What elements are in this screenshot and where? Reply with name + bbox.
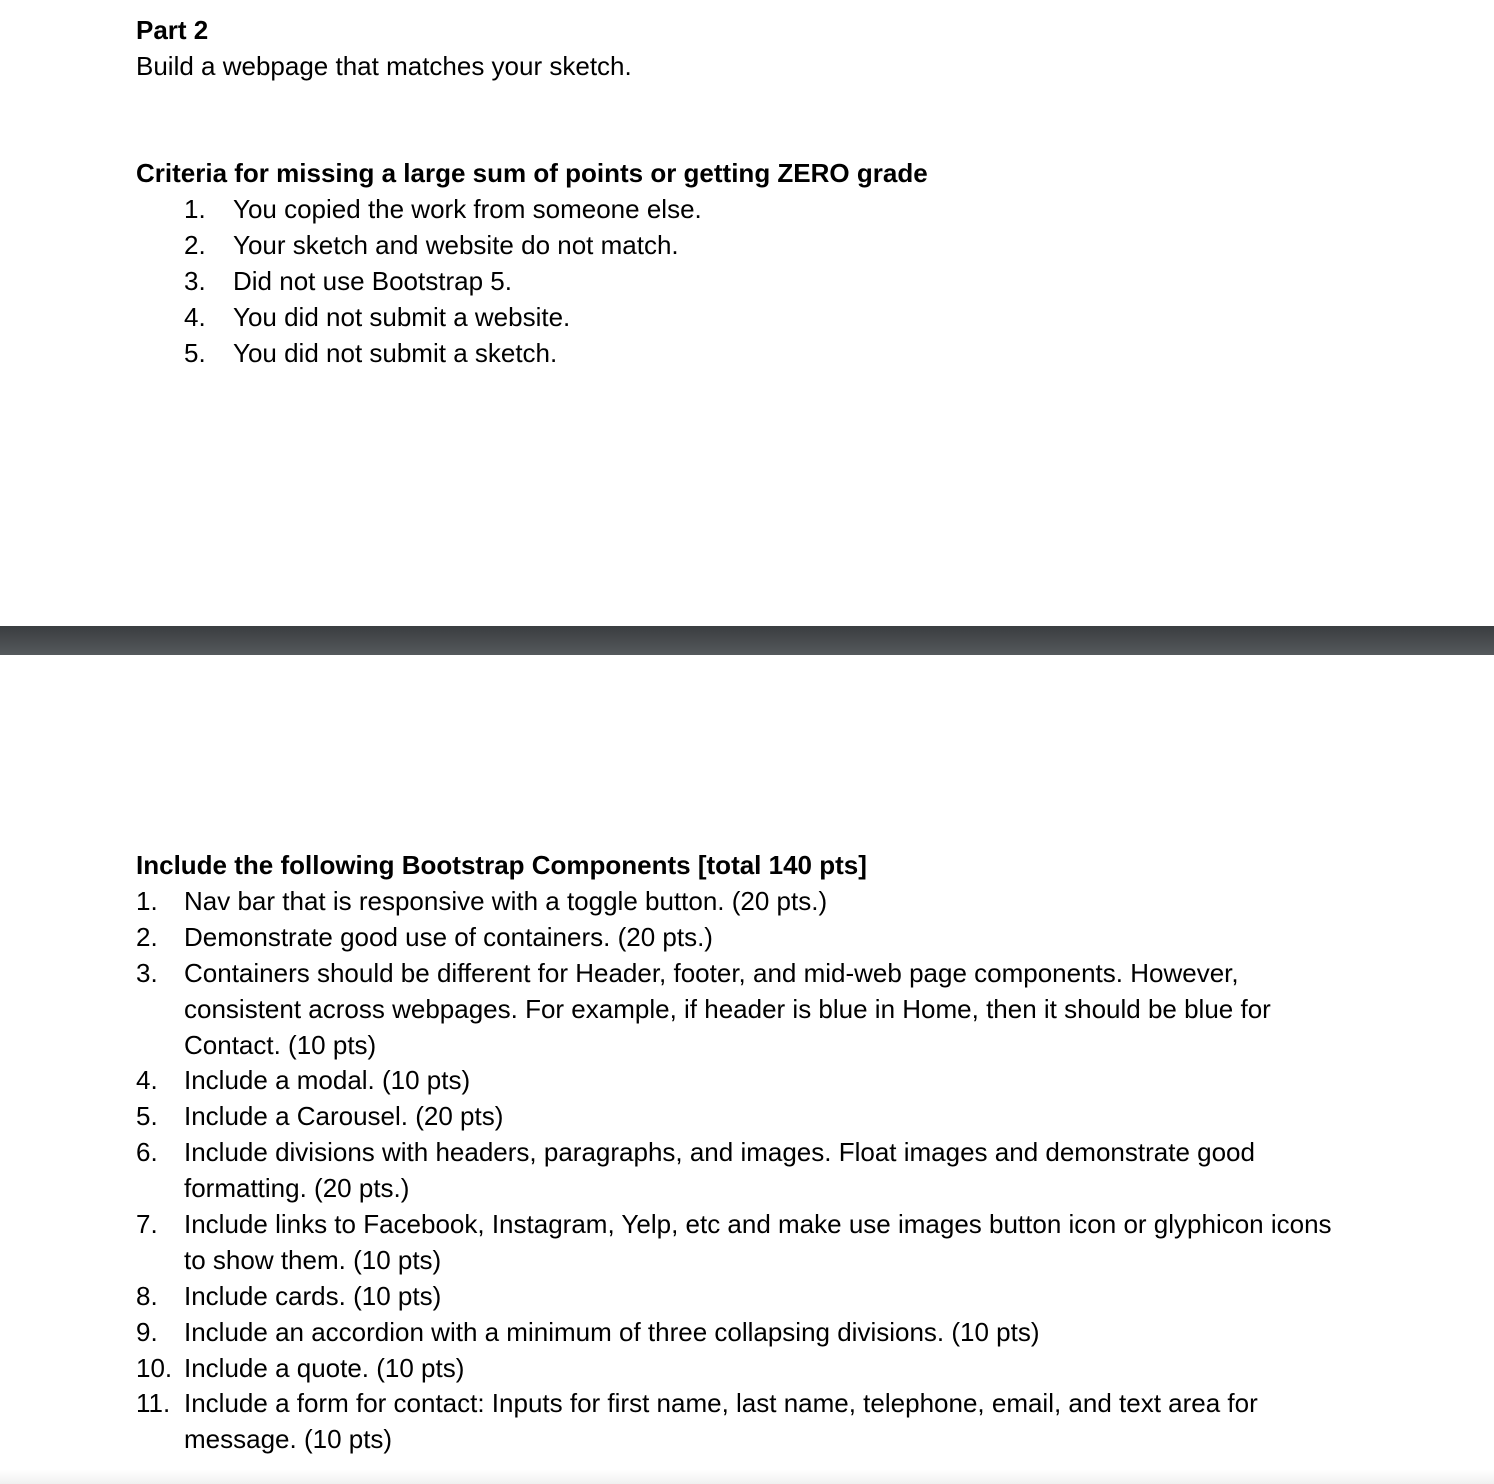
criteria-item-number: 5. <box>184 338 206 368</box>
component-item-number: 7. <box>136 1209 158 1239</box>
component-item-text-continued: message. (10 pts) <box>184 1424 393 1454</box>
component-item-number: 6. <box>136 1137 158 1167</box>
component-item-number: 1. <box>136 886 158 916</box>
component-item-text: Include an accordion with a minimum of three collapsing divisions. (10 pts) <box>184 1317 1040 1347</box>
component-item-number: 5. <box>136 1101 158 1131</box>
component-item-text-continued: to show them. (10 pts) <box>184 1245 442 1275</box>
criteria-heading: Criteria for missing a large sum of points or getting ZERO grade <box>136 158 928 188</box>
criteria-item-text: Your sketch and website do not match. <box>233 230 679 260</box>
criteria-item-text: Did not use Bootstrap 5. <box>233 266 512 296</box>
component-item-text: Include links to Facebook, Instagram, Yelp, etc and make use images button icon or glyphicon icons <box>184 1209 1332 1239</box>
part-title: Part 2 <box>136 15 209 45</box>
component-item-number: 11. <box>136 1388 171 1418</box>
component-item-text-continued: consistent across webpages. For example, if header is blue in Home, then it should be blue for <box>184 994 1271 1024</box>
component-item-text-continued: Contact. (10 pts) <box>184 1030 377 1060</box>
part-subtitle: Build a webpage that matches your sketch. <box>136 51 632 81</box>
page-break-divider <box>0 626 1494 655</box>
component-item-text: Include a modal. (10 pts) <box>184 1065 471 1095</box>
components-heading: Include the following Bootstrap Components [total 140 pts] <box>136 850 867 880</box>
page-bottom-edge <box>0 1470 1494 1484</box>
component-item-number: 4. <box>136 1065 158 1095</box>
component-item-number: 2. <box>136 922 158 952</box>
component-item-text-continued: formatting. (20 pts.) <box>184 1173 410 1203</box>
component-item-number: 3. <box>136 958 158 988</box>
criteria-item-number: 1. <box>184 194 206 224</box>
component-item-text: Include divisions with headers, paragraphs, and images. Float images and demonstrate good <box>184 1137 1255 1167</box>
criteria-item-number: 3. <box>184 266 206 296</box>
component-item-text: Nav bar that is responsive with a toggle button. (20 pts.) <box>184 886 828 916</box>
component-item-number: 9. <box>136 1317 158 1347</box>
criteria-item-text: You copied the work from someone else. <box>233 194 702 224</box>
component-item-number: 10. <box>136 1353 173 1383</box>
component-item-text: Include a Carousel. (20 pts) <box>184 1101 504 1131</box>
criteria-item-text: You did not submit a sketch. <box>233 338 558 368</box>
document-page-upper <box>0 0 1494 626</box>
criteria-item-number: 2. <box>184 230 206 260</box>
criteria-item-text: You did not submit a website. <box>233 302 571 332</box>
component-item-text: Include cards. (10 pts) <box>184 1281 442 1311</box>
component-item-text: Containers should be different for Header, footer, and mid-web page components. However, <box>184 958 1239 988</box>
component-item-text: Demonstrate good use of containers. (20 pts.) <box>184 922 713 952</box>
component-item-number: 8. <box>136 1281 158 1311</box>
criteria-item-number: 4. <box>184 302 206 332</box>
component-item-text: Include a form for contact: Inputs for first name, last name, telephone, email, and text area for <box>184 1388 1258 1418</box>
component-item-text: Include a quote. (10 pts) <box>184 1353 465 1383</box>
